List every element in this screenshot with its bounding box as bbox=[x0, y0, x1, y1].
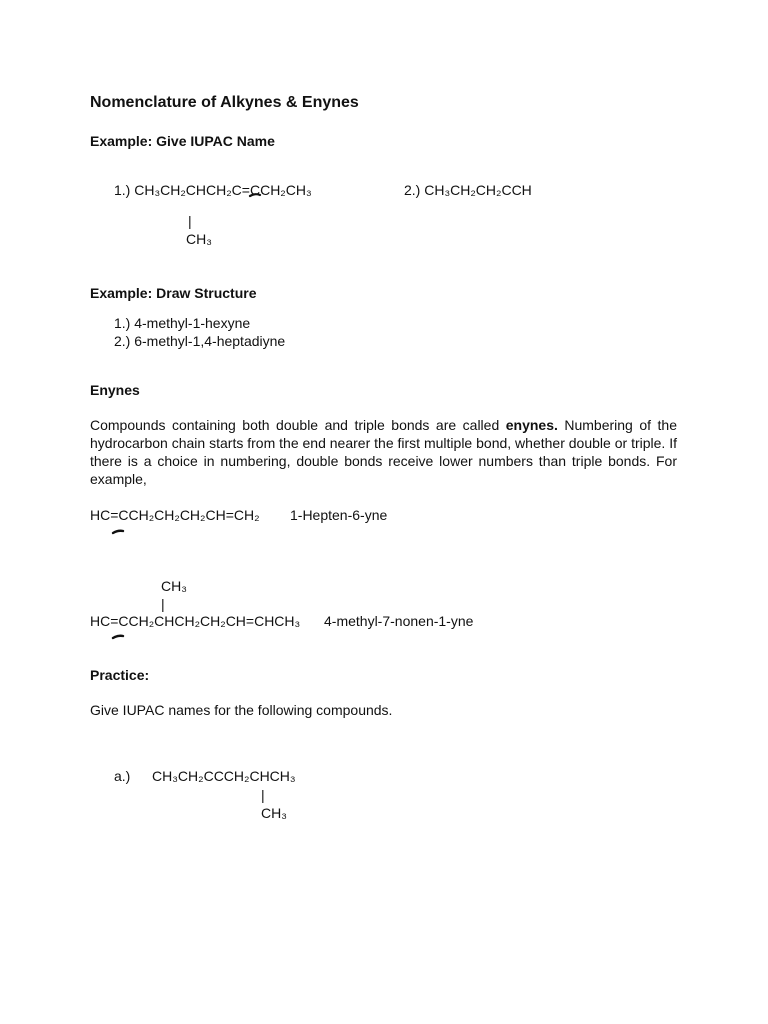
example-names-item-1: 1.) CH₃CH₂CHCH₂C=CCH₂CH₃ bbox=[114, 182, 312, 198]
enyne-example-1-name: 1-Hepten-6-yne bbox=[290, 507, 388, 523]
practice-a-branch: CH₃ bbox=[261, 805, 287, 821]
enyne-example-1-formula: HC=CCH₂CH₂CH₂CH=CH₂ bbox=[90, 507, 260, 523]
enynes-paragraph bbox=[90, 416, 677, 488]
handwritten-mark bbox=[248, 191, 262, 199]
structure-item-2: 2.) 6-methyl-1,4-heptadiyne bbox=[114, 333, 286, 349]
structure-item-1: 1.) 4-methyl-1-hexyne bbox=[114, 315, 251, 331]
enyne-example-2-name: 4-methyl-7-nonen-1-yne bbox=[324, 613, 474, 629]
example-names-heading: Example: Give IUPAC Name bbox=[90, 133, 275, 149]
enyne-example-2-branch-bar: | bbox=[161, 596, 165, 612]
practice-heading: Practice: bbox=[90, 667, 150, 683]
example-structures-heading: Example: Draw Structure bbox=[90, 285, 257, 301]
example-names-item-1-branch: CH₃ bbox=[186, 231, 212, 247]
practice-a-branch-bar: | bbox=[261, 787, 265, 803]
paragraph-text-before: Compounds containing both double and triple bonds are called bbox=[90, 417, 506, 433]
example-names-item-1-branch-bar: | bbox=[188, 213, 192, 229]
enynes-heading: Enynes bbox=[90, 382, 140, 398]
example-names-item-2: 2.) CH₃CH₂CH₂CCH bbox=[404, 182, 532, 198]
paragraph-term-enynes: enynes. bbox=[505, 417, 558, 433]
practice-a-label: a.) bbox=[114, 768, 131, 784]
handwritten-mark bbox=[111, 528, 125, 536]
enyne-example-2-formula: HC=CCH₂CHCH₂CH₂CH=CHCH₃ bbox=[90, 613, 301, 629]
practice-a-formula: CH₃CH₂CCCH₂CHCH₃ bbox=[152, 768, 296, 784]
enyne-example-2-branch: CH₃ bbox=[161, 578, 187, 594]
page-title: Nomenclature of Alkynes & Enynes bbox=[90, 94, 359, 111]
handwritten-mark bbox=[111, 633, 125, 641]
paragraph-text-after: Numbering of the hydrocarbon chain starts from the end nearer the first multiple bond, whether double or triple. If there is a choice in numbering, double bonds receive lower numbers than triple bonds. For example, bbox=[90, 417, 677, 487]
practice-instruction: Give IUPAC names for the following compounds. bbox=[90, 702, 393, 718]
